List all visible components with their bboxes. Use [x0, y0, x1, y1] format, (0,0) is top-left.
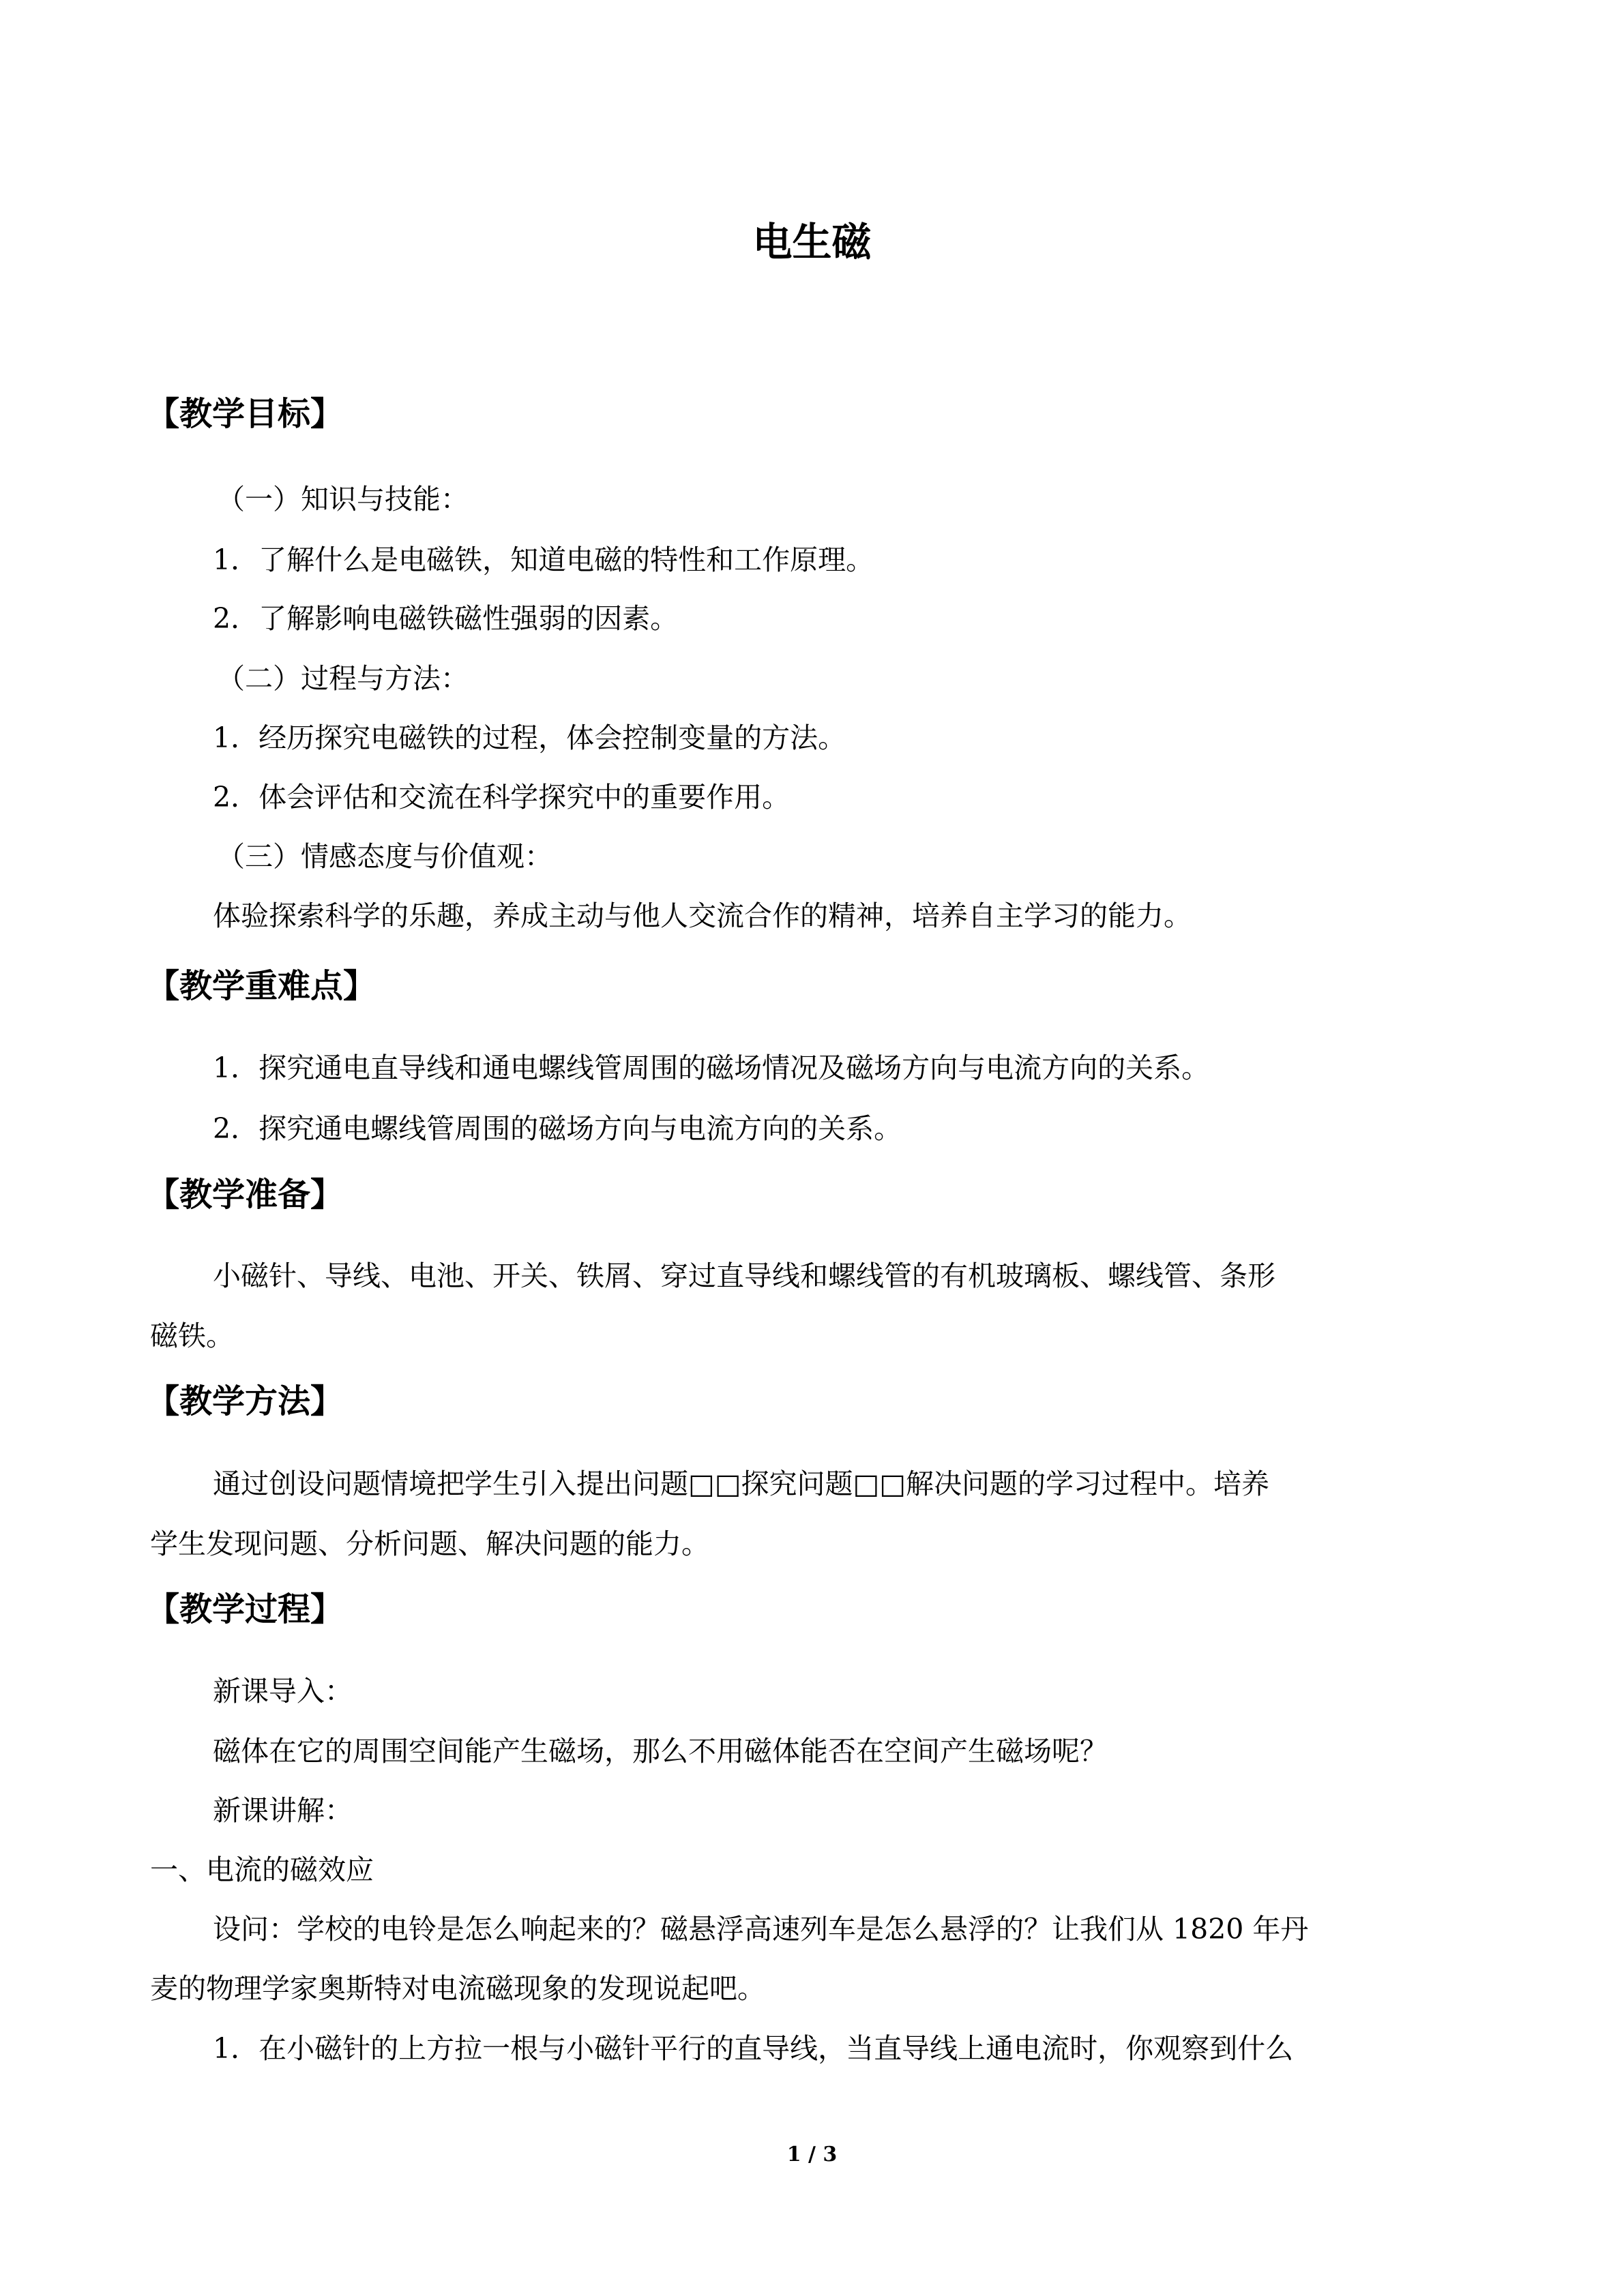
process-line: 一、电流的磁效应: [150, 1853, 374, 1886]
process-line: 麦的物理学家奥斯特对电流磁现象的发现说起吧。: [150, 1972, 765, 2005]
process-line: 新课导入：: [213, 1675, 353, 1708]
heading-key-points: 【教学重难点】: [147, 967, 377, 1005]
heading-methods: 【教学方法】: [147, 1382, 344, 1420]
heading-preparation: 【教学准备】: [147, 1176, 344, 1214]
objectives-line: 2．了解影响电磁铁磁性强弱的因素。: [213, 602, 679, 635]
methods-line: 学生发现问题、分析问题、解决问题的能力。: [150, 1527, 709, 1560]
key-points-line: 2．探究通电螺线管周围的磁场方向与电流方向的关系。: [213, 1112, 902, 1145]
objectives-line: （二）过程与方法：: [217, 662, 469, 695]
key-points-line: 1．探究通电直导线和通电螺线管周围的磁场情况及磁场方向与电流方向的关系。: [213, 1052, 1210, 1084]
objectives-line: 体验探索科学的乐趣，养成主动与他人交流合作的精神，培养自主学习的能力。: [213, 899, 1192, 932]
process-line: 新课讲解：: [213, 1794, 353, 1827]
preparation-line: 小磁针、导线、电池、开关、铁屑、穿过直导线和螺线管的有机玻璃板、螺线管、条形: [213, 1259, 1275, 1292]
heading-process: 【教学过程】: [147, 1590, 344, 1628]
objectives-line: （一）知识与技能：: [217, 483, 469, 516]
preparation-line: 磁铁。: [150, 1320, 234, 1352]
process-line: 设问：学校的电铃是怎么响起来的？磁悬浮高速列车是怎么悬浮的？让我们从 1820 年丹: [213, 1913, 1309, 1945]
objectives-line: （三）情感态度与价值观：: [217, 840, 552, 873]
objectives-line: 2．体会评估和交流在科学探究中的重要作用。: [213, 781, 791, 814]
objectives-line: 1．了解什么是电磁铁，知道电磁的特性和工作原理。: [213, 543, 874, 576]
process-line: 1．在小磁针的上方拉一根与小磁针平行的直导线，当直导线上通电流时，你观察到什么: [213, 2032, 1294, 2065]
objectives-line: 1．经历探究电磁铁的过程，体会控制变量的方法。: [213, 721, 846, 754]
page-number: 1 / 3: [786, 2143, 838, 2166]
page-title: 电生磁: [752, 219, 872, 265]
methods-line: 通过创设问题情境把学生引入提出问题□□探究问题□□解决问题的学习过程中。培养: [213, 1467, 1269, 1500]
process-line: 磁体在它的周围空间能产生磁场，那么不用磁体能否在空间产生磁场呢？: [213, 1735, 1108, 1768]
heading-objectives: 【教学目标】: [147, 395, 344, 433]
